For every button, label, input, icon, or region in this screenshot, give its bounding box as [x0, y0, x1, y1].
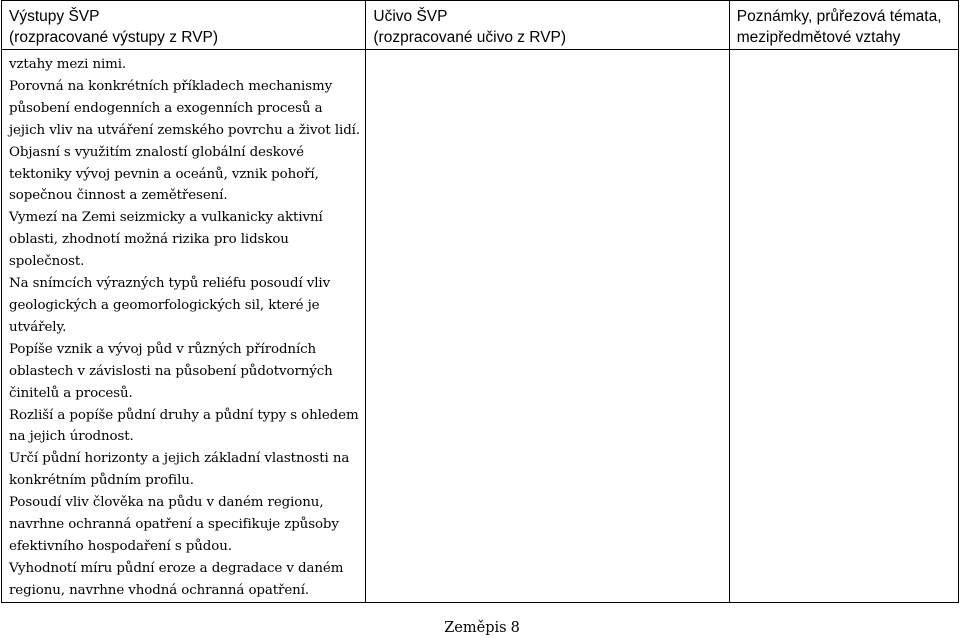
outcome-item: Posoudí vliv člověka na půdu v daném regionu, navrhne ochranná opatření a specifikuje způsoby efektivního hospodaření s půdou.	[9, 495, 339, 554]
outcome-item: Porovná na konkrétních příkladech mechanismy působení endogenních a exogenních procesů a jejich vliv na utváření zemského povrchu a život lidí.	[9, 78, 361, 138]
page-footer	[0, 619, 960, 637]
outcome-item: Rozliší a popíše půdní druhy a půdní typy s ohledem na jejich úrodnost.	[9, 407, 359, 445]
header-outcomes	[2, 1, 366, 50]
outcome-item: Vyhodnotí míru půdní eroze a degradace v daném regionu, navrhne vhodná ochranná opatření.	[9, 560, 344, 598]
header-outcomes-title: Výstupy ŠVP	[9, 8, 100, 25]
header-content-title: Učivo ŠVP	[373, 8, 448, 25]
outcome-item: Popíše vznik a vývoj půd v různých přírodních oblastech v závislosti na působení půdotvorných činitelů a procesů.	[9, 341, 333, 401]
notes-cell	[729, 50, 958, 603]
footer-page-number: 8	[510, 620, 520, 636]
header-row	[2, 1, 959, 50]
header-content-subtitle: (rozpracované učivo z RVP)	[373, 29, 567, 46]
outcome-item: Určí půdní horizonty a jejich základní vlastnosti na konkrétním půdním profilu.	[9, 451, 350, 489]
header-notes-title: Poznámky, průřezová témata,	[736, 8, 942, 25]
header-content	[366, 1, 729, 50]
outcomes-cell	[2, 50, 366, 603]
footer-subject: Zeměpis	[444, 620, 507, 636]
outcome-item: Vymezí na Zemi seizmicky a vulkanicky aktivní oblasti, zhodnotí možná rizika pro lidskou společnost.	[9, 210, 323, 270]
outcome-item: vztahy mezi nimi.	[9, 57, 127, 72]
outcome-item: Objasní s využitím znalostí globální deskové tektoniky vývoj pevnin a oceánů, vznik pohoří, sopečnou činnost a zemětřesení.	[9, 144, 319, 204]
header-notes	[729, 1, 958, 50]
header-outcomes-subtitle: (rozpracované výstupy z RVP)	[9, 29, 219, 46]
content-cell	[366, 50, 729, 603]
outcome-item: Na snímcích výrazných typů reliéfu posoudí vliv geologických a geomorfologických sil, které je utvářely.	[9, 276, 331, 335]
header-notes-subtitle: mezipředmětové vztahy	[736, 29, 901, 46]
body-row	[2, 50, 959, 603]
curriculum-table	[1, 0, 959, 603]
